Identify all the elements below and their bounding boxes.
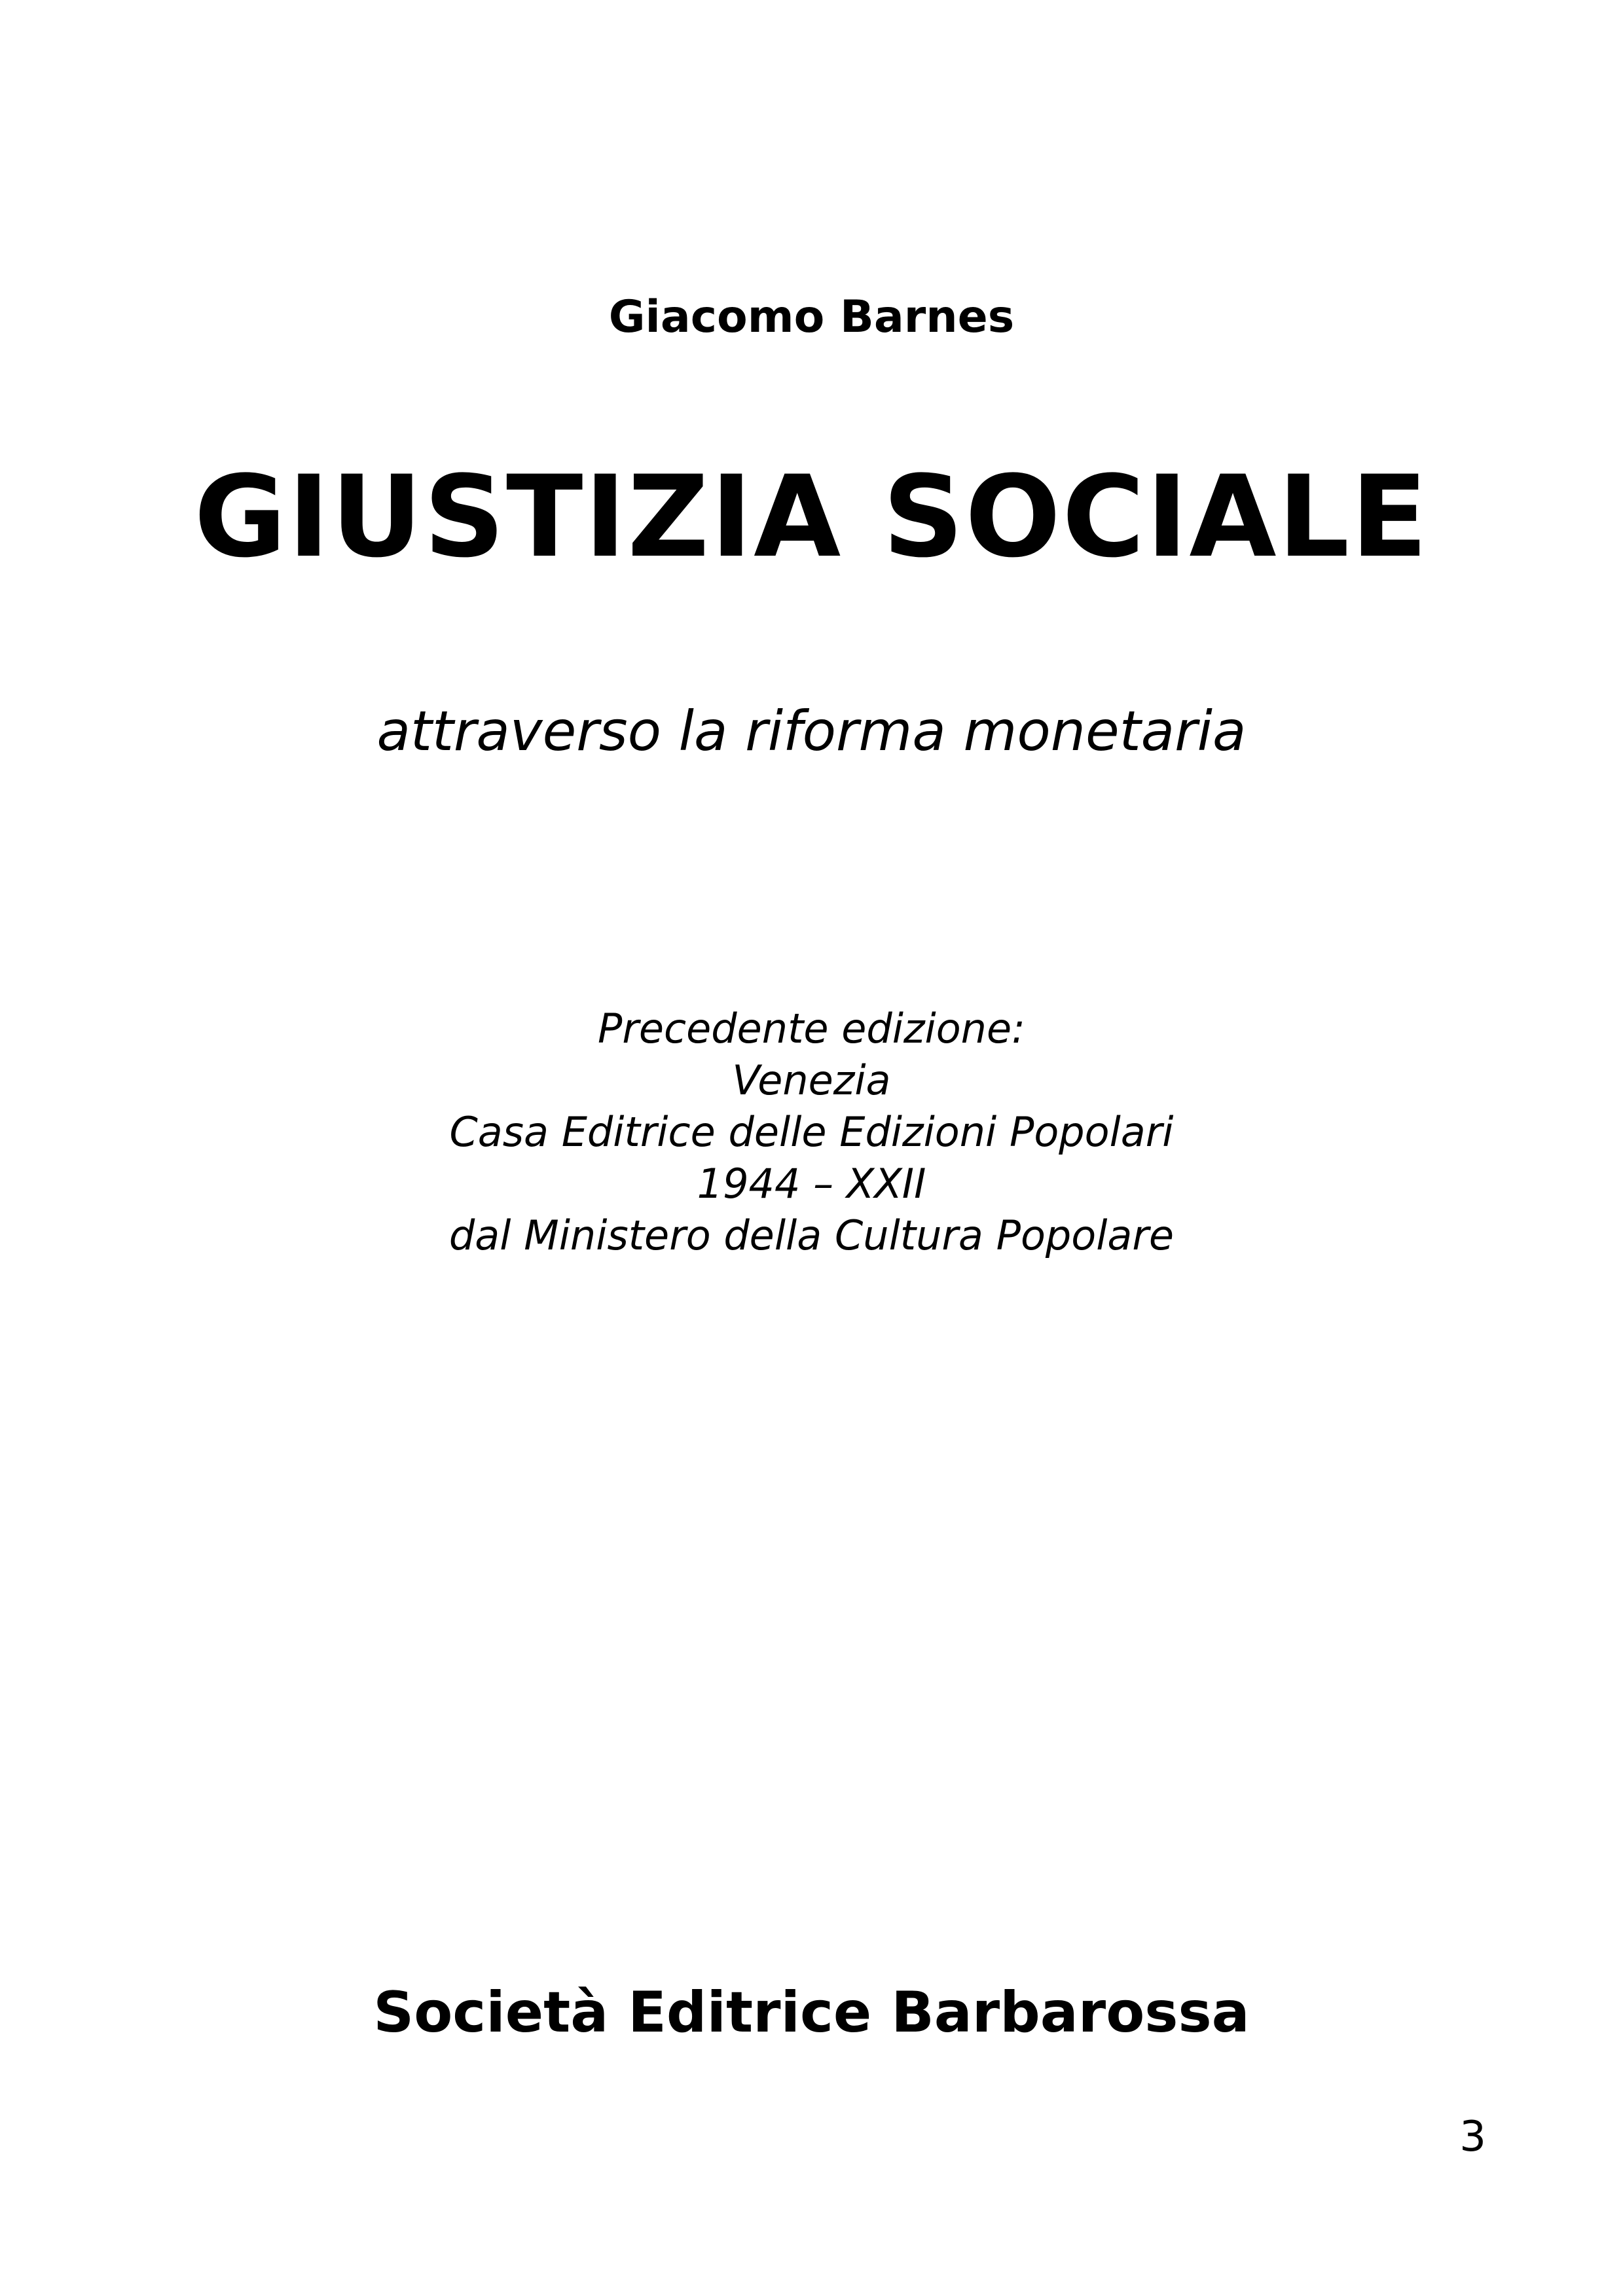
book-title: GIUSTIZIA SOCIALE	[194, 451, 1429, 583]
edition-line: Venezia	[732, 1056, 891, 1104]
edition-line: Precedente edizione:	[598, 1005, 1025, 1052]
edition-line: Casa Editrice delle Edizioni Popolari	[449, 1108, 1174, 1156]
previous-edition-block	[0, 1003, 1623, 1261]
author-name: Giacomo Barnes	[608, 291, 1015, 343]
page-number: 3	[1459, 2113, 1486, 2161]
edition-line: dal Ministero della Cultura Popolare	[448, 1211, 1175, 1259]
edition-line: 1944 – XXII	[697, 1160, 926, 1208]
publisher-name: Società Editrice Barbarossa	[373, 1980, 1250, 2045]
book-subtitle: attraverso la riforma monetaria	[376, 699, 1247, 763]
